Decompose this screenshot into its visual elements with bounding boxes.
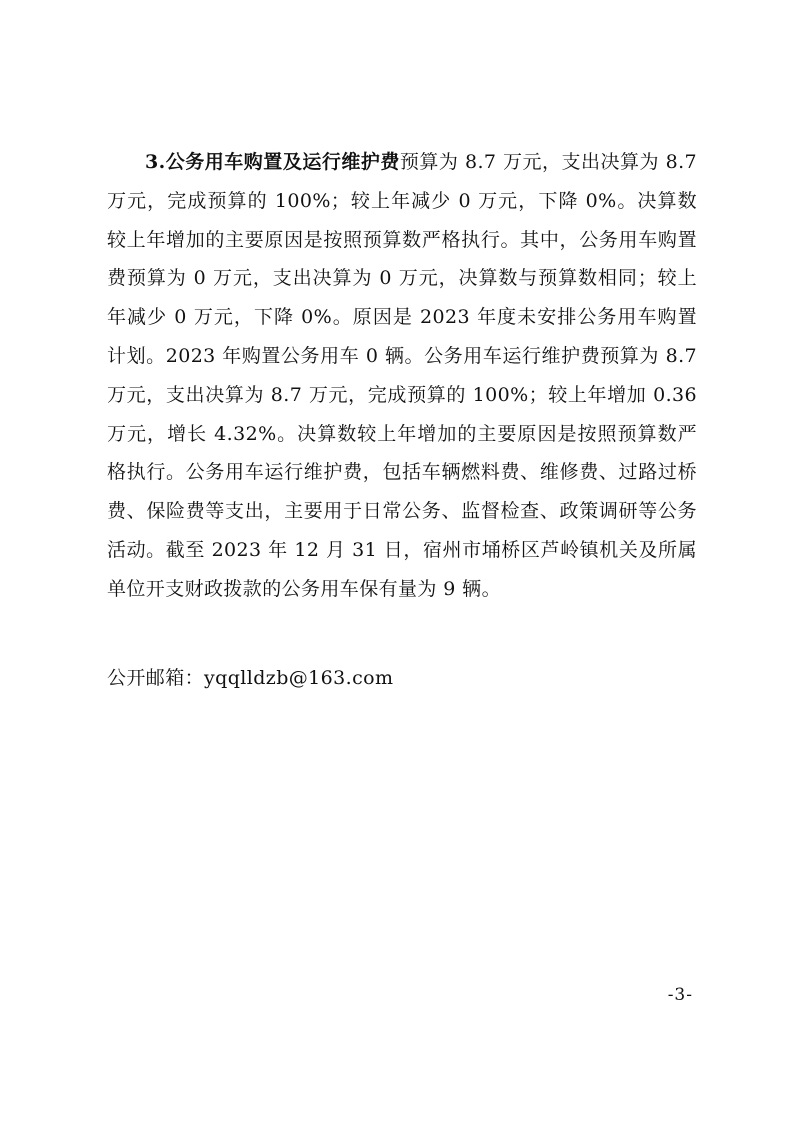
section-body-text: 预算为 8.7 万元，支出决算为 8.7 万元，完成预算的 100%；较上年减少 0 万元，下降 0%。决算数较上年增加的主要原因是按照预算数严格执行。其中，公务用车购置费预算为 0 万元，支出决算为 0 万元，决算数与预算数相同；较上年减少 0 万元，下降 0%。原因是 2023 年度未安排公务用车购置计划。2023 年购置公务用车 0 辆。公务用车运行维护费预算为 8.7 万元，支出决算为 8.7 万元，完成预算的 100%；较上年增加 0.36 万元，增长 4.32%。决算数较上年增加的主要原因是按照预算数严格执行。公务用车运行维护费，包括车辆燃料费、维修费、过路过桥费、保险费等支出，主要用于日常公务、监督检查、政策调研等公务活动。截至 2023 年 12 月 31 日，宿州市埇桥区芦岭镇机关及所属单位开支财政拨款的公务用车保有量为 9 辆。 [107,151,697,600]
page-number: -3- [667,985,693,1005]
email-address: yqqlldzb@163.com [204,666,394,689]
section-heading: 3.公务用车购置及运行维护费 [145,151,400,173]
section-paragraph [107,143,697,609]
contact-email-line [107,659,697,698]
email-label: 公开邮箱： [107,666,205,689]
page-content [107,143,697,697]
